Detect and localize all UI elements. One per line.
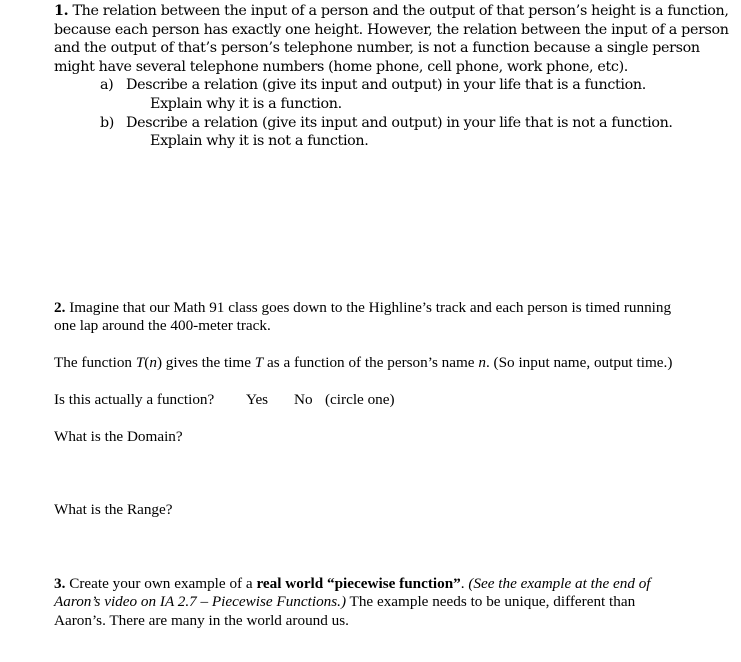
q2-number: 2. [54,299,66,316]
q2-function-question [54,391,395,409]
q2-func-text-c: as a function of the person’s name [263,354,479,371]
q2-intro-1: Imagine that our Math 91 class goes down to the Highline’s track and each person is timed running [65,299,672,316]
q1-item-b-text: Describe a relation (give its input and output) in your life that is not a function. [126,114,673,131]
q3-line-1 [54,575,724,593]
q2-circle-hint: (circle one) [325,391,395,408]
q1-item-b-cont [54,132,724,151]
q3-line-2 [54,593,724,611]
q1-number: 1. [54,3,69,19]
q2-func-n2: n [478,354,486,371]
question-1 [54,2,729,151]
q1-line-1 [54,2,729,21]
q2-domain: What is the Domain? [54,428,183,445]
q1-item-a-cont [54,95,724,114]
q1-item-b-text2: Explain why it is not a function. [150,133,369,150]
q3-number: 3. [54,575,66,592]
q1-line-2: because each person has exactly one height. However, the relation between the input of a person [54,21,729,38]
q3-line-3: Aaron’s. There are many in the world around us. [54,611,349,629]
q3-text-c: The example needs to be unique, different than [346,593,636,611]
q1-item-a [54,76,724,95]
q1-item-b [54,114,724,133]
q2-yes-option[interactable]: Yes [246,391,269,408]
q2-func-text-b: ) gives the time [156,354,255,371]
q2-range: What is the Range? [54,501,173,518]
q2-question: Is this actually a function? [54,391,215,408]
q3-text-a: Create your own example of a [65,575,257,592]
question-2-intro [54,299,724,336]
q2-func-T2: T [254,354,264,371]
q1-line-4: might have several telephone numbers (home phone, cell phone, work phone, etc). [54,58,628,75]
q2-func-T: T [135,354,145,371]
q3-bold: real world “piecewise function” [256,575,461,592]
q3-italic-1: (See the example at the end of [468,575,651,592]
q1-line-3: and the output of that’s person’s telephone number, is not a function because a single person [54,40,700,57]
q1-item-b-marker: b) [100,114,115,131]
q1-text-1: The relation between the input of a person and the output of that person’s height is a function, [72,3,729,19]
q3-text-b: . [460,575,469,592]
q3-italic-2: Aaron’s video on IA 2.7 – Piecewise Functions.) [54,593,347,611]
q2-func-paren: ( [144,354,150,371]
q2-no-option[interactable]: No [294,391,313,408]
q2-func-n: n [149,354,157,371]
q1-item-a-text2: Explain why it is a function. [150,95,342,112]
q2-intro-2: one lap around the 400-meter track. [54,317,271,335]
q2-line-1 [54,299,724,317]
q2-function-statement [54,354,672,372]
q1-item-a-marker: a) [100,77,114,94]
q2-func-text-a: The function [54,354,136,371]
q2-func-text-d: . (So input name, output time.) [485,354,673,371]
question-3 [54,575,724,630]
q1-item-a-text: Describe a relation (give its input and output) in your life that is a function. [126,77,646,94]
